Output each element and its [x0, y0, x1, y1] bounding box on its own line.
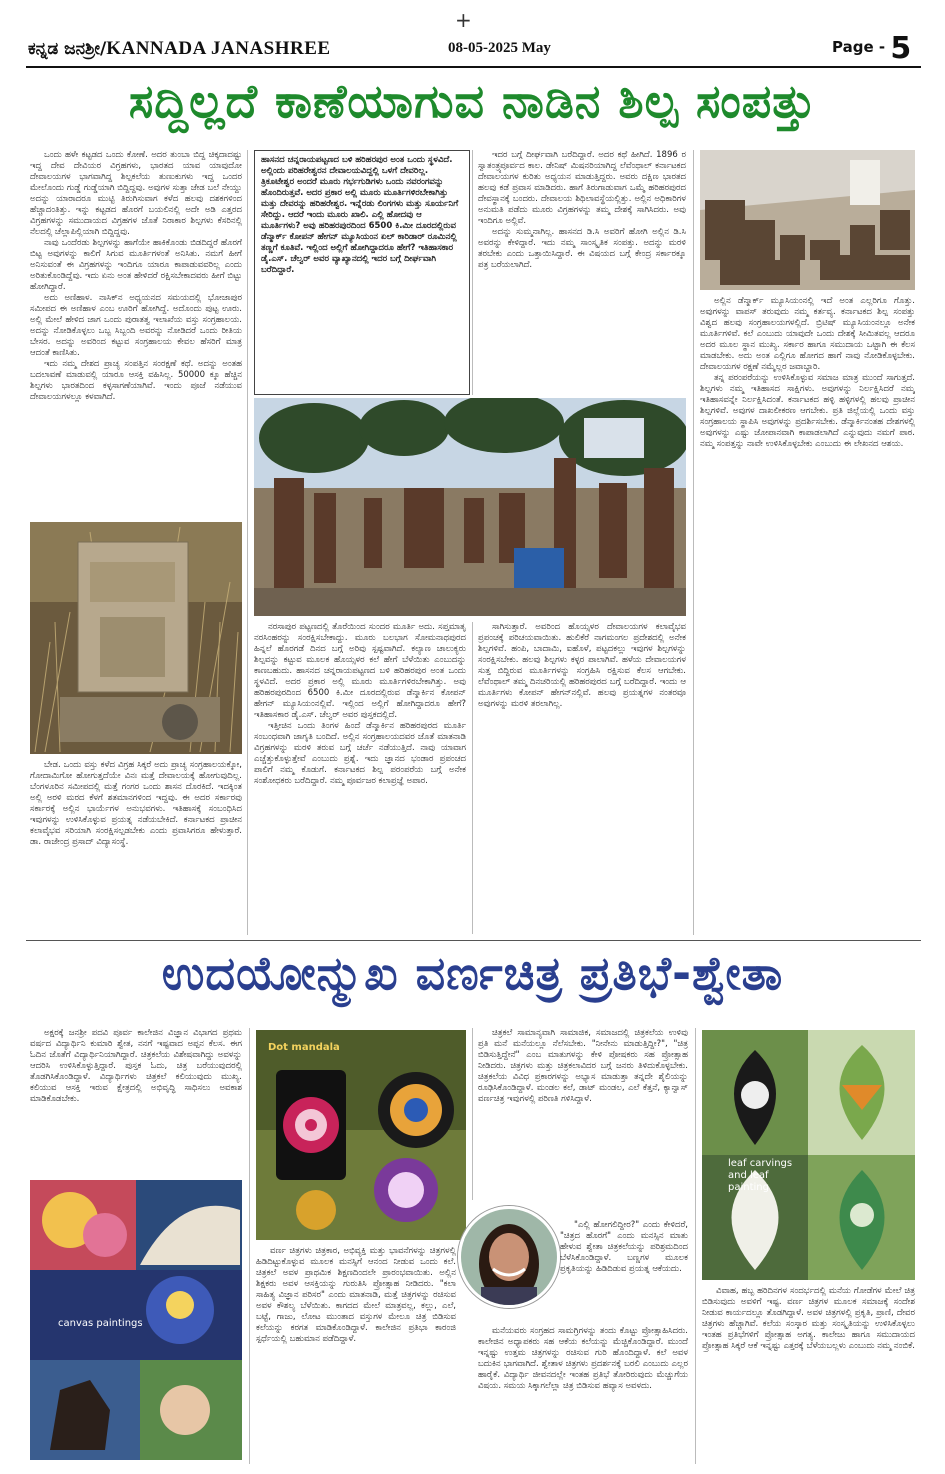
paragraph: ಒಂದು ಹಳೇ ಕಟ್ಟಡದ ಒಂದು ಕೋಣೆ. ಅದರ ತುಂಬಾ ಬಿದ್ದ ಚಿಕ್ಕದಾದಷ್ಟು ಇದ್ದ ದೇವ ದೇವಿಯರ ವಿಗ್ರಹಗಳು, ಭಾರತದ ಯಾವ ಯಾವುದೋ ದೇವಾಲಯಗಳ ಭಾಗವಾಗಿದ್ದ ಶಿಲ್ಪಕಲೆಯ ತುಣುಕುಗಳು ಇದ್ದ ಒಂದರ ಮೇಲೊಂದು ಗುಡ್ಡೆ ಗುಡ್ಡೆಯಾಗಿ ಬಿದ್ದಿದ್ದವು. ಅವುಗಳ ಸುತ್ತಾ ಜೇಡ ಬಲೆ ನೇಯ್ದು ಅದನ್ನು ಯಾರಾದರೂ ಮುಟ್ಟಿ ತಿರುಗಿಸುವಾಗ ಕಳೆದ ಹಲವು ದಶಕಗಳಿಂದ ಹೆಚ್ಚಾದಂತಿತ್ತು. ಇನ್ನು ಕಟ್ಟಡದ ಹೊರಗೆ ಬಯಲಿನಲ್ಲಿ ಅದೇ ಅಡಿ ಎತ್ತರದ ವಿಗ್ರಹಗಳನ್ನು ಸಮುದಾಯದ ವಿಗ್ರಹಗಳ ಜೊತೆ ನಿರಾಕಾರ ಶಿಲ್ಪಗಳು ಕೆಸರಿನಲ್ಲಿ ನೆಲದಲ್ಲಿ ಚೆಲ್ಲಾಪಿಲ್ಲಿಯಾಗಿ ಬಿದ್ದಿದ್ದವು.: [30, 150, 242, 237]
story-separator: [26, 940, 921, 941]
paragraph: ಅಲ್ಲಿನ ಡೆನ್ಮಾರ್ಕ್ ಮ್ಯೂಸಿಯಂನಲ್ಲಿ ಇದೆ ಅಂತ ಎಲ್ಲರಿಗೂ ಗೊತ್ತು. ಅವುಗಳನ್ನು ವಾಪಸ್ ತರುವುದು ನಮ್ಮ ಕರ್ತವ್ಯ. ಕರ್ನಾಟಕದ ಶಿಲ್ಪ ಸಂಪತ್ತು ವಿಶ್ವದ ಹಲವು ಸಂಗ್ರಹಾಲಯಗಳಲ್ಲಿದೆ. ಬ್ರಿಟಿಷ್ ಮ್ಯೂಸಿಯಂನಲ್ಲೂ ಅನೇಕ ಮೂರ್ತಿಗಳಿವೆ. ಕಲೆ ಎಂಬುದು ಯಾವುದೇ ಒಂದು ದೇಶಕ್ಕೆ ಸೀಮಿತವಲ್ಲ ಆದರೂ ಅದರ ಮೂಲ ಸ್ಥಾನ ಮುಖ್ಯ. ಸರ್ಕಾರ ಹಾಗೂ ಸಮುದಾಯ ಒಟ್ಟಾಗಿ ಈ ಕೆಲಸ ಮಾಡಬೇಕು. ಅದು ಅಂತ ಎಲ್ಲಿಗೂ ಹೋಗದ ಹಾಗೆ ನಾವು ನೋಡಿಕೊಳ್ಳಬೇಕು. ದೇವಾಲಯಗಳ ರಕ್ಷಣೆ ನಮ್ಮೆಲ್ಲರ ಜವಾಬ್ದಾರಿ.: [700, 296, 915, 372]
paragraph: ಇತ್ತೀಚಿನ ಒಂದು ತಿಂಗಳ ಹಿಂದೆ ಡೆನ್ಮಾರ್ಕಿನ ಹರಿಹರಪುರದ ಮೂರ್ತಿ ಸಂಬಂಧವಾಗಿ ಜಾಗೃತಿ ಬಂದಿದೆ. ಅಲ್ಲಿನ ಸಂಗ್ರಹಾಲಯದವರ ಜೊತೆ ಮಾತನಾಡಿ ವಿಗ್ರಹಗಳನ್ನು ಮರಳಿ ತರುವ ಬಗ್ಗೆ ಚರ್ಚೆ ನಡೆಯುತ್ತಿದೆ. ನಾವು ಯಾವಾಗ ಎಚ್ಚೆತ್ತುಕೊಳ್ಳುತ್ತೇವೆ ಎಂಬುದು ಪ್ರಶ್ನೆ. ಇದು ಜ್ಞಾನದ ಭಂಡಾರ ಪ್ರಪಂಚದ ಪಾಲಿಗೆ ನಮ್ಮ ಕೊಡುಗೆ. ಕರ್ನಾಟಕದ ಶಿಲ್ಪ ಪರಂಪರೆಯ ಬಗ್ಗೆ ಅನೇಕ ಸಂಶೋಧಕರು ಬರೆದಿದ್ದಾರೆ. ನಮ್ಮ ಪೂರ್ವಜರ ಕಲಾಪ್ರಜ್ಞೆ ಅಪಾರ.: [254, 721, 466, 786]
paragraph: ಸಾಗಿಸುತ್ತಾರೆ. ಅವರಿಂದ ಹೊಯ್ಸಳರ ದೇವಾಲಯಗಳ ಕಲಾವೈಭವ ಪ್ರಪಂಚಕ್ಕೆ ಪರಿಚಯವಾಯಿತು. ಹುಲಿಕೆರೆ ನಾಗಮಂಗಲ ಪ್ರದೇಶದಲ್ಲಿ ಅನೇಕ ಶಿಲ್ಪಗಳಿವೆ. ಹಂಪಿ, ಬಾದಾಮಿ, ಐಹೊಳೆ, ಪಟ್ಟದಕಲ್ಲು ಇವುಗಳ ಶಿಲ್ಪಗಳನ್ನು ಸಂರಕ್ಷಿಸಬೇಕು. ಹಲವು ಶಿಲ್ಪಗಳು ಕಳ್ಳರ ಪಾಲಾಗಿವೆ. ಹಳೆಯ ದೇವಾಲಯಗಳ ಸುತ್ತ ಬಿದ್ದಿರುವ ಮೂರ್ತಿಗಳನ್ನು ಸಂಗ್ರಹಿಸಿ ರಕ್ಷಿಸುವ ಕೆಲಸ ಆಗಬೇಕು. ಲೆವೆಂಥಾಲ್ ತಮ್ಮ ದಿನಚರಿಯಲ್ಲಿ ಹರಿಹರಪುರದ ಬಗ್ಗೆ ಬರೆದಿದ್ದಾರೆ. ಇಂದು ಆ ಮೂರ್ತಿಗಳು ಕೋಪನ್ ಹೇಗನ್‌ನಲ್ಲಿವೆ. ಹಲವು ಪ್ರಯತ್ನಗಳ ನಂತರವೂ ಅವುಗಳನ್ನು ಮರಳಿ ತರಲಾಗಿಲ್ಲ.: [478, 622, 686, 709]
paragraph: ಮನೆಯವರು ಸಂಗ್ರಹದ ಸಾಮಗ್ರಿಗಳನ್ನು ತಂದು ಕೊಟ್ಟು ಪ್ರೋತ್ಸಾಹಿಸಿದರು. ಕಾಲೇಜಿನ ಅಧ್ಯಾಪಕರು ಸಹ ಆಕೆಯ ಕಲೆಯನ್ನು ಮೆಚ್ಚಿಕೊಂಡಿದ್ದಾರೆ. ಮುಂದೆ ಇನ್ನಷ್ಟು ಉತ್ತಮ ಚಿತ್ರಗಳನ್ನು ರಚಿಸುವ ಗುರಿ ಹೊಂದಿದ್ದಾಳೆ. ಕಲೆ ಅವಳ ಬದುಕಿನ ಭಾಗವಾಗಿದೆ. ಶ್ವೇತಾಳ ಚಿತ್ರಗಳು ಪ್ರದರ್ಶನಕ್ಕೆ ಬರಲಿ ಎಂಬುದು ಎಲ್ಲರ ಹಾರೈಕೆ. ವಿದ್ಯಾರ್ಥಿ ಜೀವನದಲ್ಲೇ ಇಂತಹ ಪ್ರತಿಭೆ ತೋರಿರುವುದು ಮೆಚ್ಚುಗೆಯ ವಿಷಯ. ಸಮಯ ಸಿಕ್ಕಾಗಲೆಲ್ಲಾ ಚಿತ್ರ ಬಿಡಿಸುವ ಹವ್ಯಾಸ ಅವಳದು.: [478, 1326, 688, 1391]
story2-column2-text: [256, 1246, 456, 1462]
headline-sculpture-wealth: ಸದ್ದಿಲ್ಲದೆ ಕಾಣೆಯಾಗುವ ನಾಡಿನ ಶಿಲ್ಪ ಸಂಪತ್ತು: [128, 74, 817, 128]
quote-text: "ಎಲ್ಲಿ ಹೋಗಲಿದ್ದೀರ?" ಎಂದು ಕೇಳಿದರೆ, "ಚಿತ್ರದ ಹೊರಗೆ" ಎಂದು ಮನಸ್ಸಿನ ಮಾತು ಹೇಳುವ ಶ್ವೇತಾ ಚಿತ್ರಕಲೆಯನ್ನು ಪರಿಶ್ರಮದಿಂದ ಬೆಳೆಸಿಕೊಂಡಿದ್ದಾಳೆ. ಬಣ್ಣಗಳ ಮೂಲಕ ಪ್ರಕೃತಿಯನ್ನು ಹಿಡಿದಿಡುವ ಪ್ರಯತ್ನ ಆಕೆಯದು.: [560, 1220, 688, 1274]
photo-canvas-paintings: [30, 1180, 242, 1460]
paragraph: ಅಕ್ಷರಕ್ಕೆ ಜನಶ್ರೀ ಪದವಿ ಪೂರ್ವ ಕಾಲೇಜಿನ ವಿಜ್ಞಾನ ವಿಭಾಗದ ಪ್ರಥಮ ವರ್ಷದ ವಿದ್ಯಾರ್ಥಿನಿ ಕುಮಾರಿ ಶ್ವೇತ, ನನಗೆ ಇಷ್ಟವಾದ ಅಪ್ಪನ ಕೆಲಸ. ಈಗ ಓದಿನ ಜೊತೆಗೆ ವಿದ್ಯಾರ್ಥಿನಿಯಾಗಿದ್ದಾರೆ. ಚಿತ್ರಕಲೆಯ ವಿಶೇಷವಾಗಿದ್ದು ಅವಳನ್ನು ಆದರಿಸಿ ಉಳಿಸಿಕೊಳ್ಳುತ್ತಿದ್ದಾರೆ. ಪುಸ್ತಕ ಓದು, ಚಿತ್ರ ಬರೆಯುವುದರಲ್ಲಿ ತೊಡಗಿಸಿಕೊಂಡಿದ್ದಾಳೆ. ವಿದ್ಯಾರ್ಥಿಗಳು ಚಿತ್ರಕಲೆ ಕಲಿಯುವುದು ಮುಖ್ಯ. ಕಲಿಯುವ ಆಸಕ್ತಿ ಇರುವ ಕ್ಷೇತ್ರದಲ್ಲಿ ಅಭಿವೃದ್ಧಿ ಸಾಧಿಸಲು ಅವಕಾಶ ಮಾಡಿಕೊಡಬೇಕು.: [30, 1028, 242, 1104]
masthead-english-title: KANNADA JANASHREE: [106, 38, 331, 59]
column-rule: [693, 150, 694, 935]
paragraph: ಅದನ್ನು ಸುಮ್ಮನಾಗಿಲ್ಲ. ಹಾಸನದ ಡಿ.ಸಿ ಅವರಿಗೆ ಹೋಗಿ ಅಲ್ಲಿನ ಡಿ.ಸಿ ಅವರನ್ನು ಕೇಳಿದ್ದಾರೆ. ಇದು ನಮ್ಮ ಸಾಂಸ್ಕೃತಿಕ ಸಂಪತ್ತು. ಅದನ್ನು ಮರಳಿ ತರಬೇಕು ಎಂದು ಒತ್ತಾಯಿಸಿದ್ದಾರೆ. ಈ ವಿಷಯದ ಬಗ್ಗೆ ಕೇಂದ್ರ ಸರ್ಕಾರಕ್ಕೂ ಪತ್ರ ಬರೆಯಲಾಗಿದೆ.: [478, 227, 686, 270]
photo-leaf-carvings: [702, 1030, 915, 1280]
column-rule: [695, 1028, 696, 1464]
page-number: 5: [890, 31, 912, 66]
photo-museum-room-sculptures: [700, 150, 915, 290]
story1-column4-text: [700, 296, 915, 934]
column-rule: [249, 1028, 250, 1464]
story1-column1-text: [30, 150, 242, 518]
story2-column3-text: [478, 1028, 688, 1198]
page-indicator: [832, 31, 912, 66]
masthead-rule: [26, 66, 921, 68]
issue-date: 08-05-2025 May: [448, 40, 551, 56]
paragraph: ವರ್ಣ ಚಿತ್ರಗಳು ಚಿತ್ರಕಾರ, ಅಭಿವ್ಯಕ್ತಿ ಮತ್ತು ಭಾವನೆಗಳನ್ನು ಚಿತ್ರಗಳಲ್ಲಿ ಹಿಡಿದಿಟ್ಟುಕೊಳ್ಳುವ ಮೂಲಕ ಮನಸ್ಸಿಗೆ ಆನಂದ ನೀಡುವ ಒಂದು ಕಲೆ. ಚಿತ್ರಕಲೆ ಅವಳ ಪ್ರಾಥಮಿಕ ಶಿಕ್ಷಣದಿಂದಲೇ ಪ್ರಾರಂಭವಾಯಿತು. ಅಲ್ಲಿನ ಶಿಕ್ಷಕರು ಅವಳ ಆಸಕ್ತಿಯನ್ನು ಗುರುತಿಸಿ ಪ್ರೋತ್ಸಾಹ ನೀಡಿದರು. "ಕಲಾ ಸಾಹಿತ್ಯ ವಿಜ್ಞಾನ ಪರಿಸರ" ಎಂದು ಮಾತನಾಡಿ, ಮತ್ತೆ ಚಿತ್ರಗಳನ್ನು ರಚಿಸುವ ಅವಳ ಕೌಶಲ್ಯ ಬೆಳೆಯಿತು. ಕಾಗದದ ಮೇಲೆ ಮಾತ್ರವಲ್ಲ, ಕಲ್ಲು, ಎಲೆ, ಬಟ್ಟೆ, ಗಾಜು, ಲೋಟ ಮುಂತಾದ ವಸ್ತುಗಳ ಮೇಲೂ ಚಿತ್ರ ಬಿಡಿಸುವ ಕಲೆಯನ್ನು ಕರಗತ ಮಾಡಿಕೊಂಡಿದ್ದಾಳೆ. ಕಾಲೇಜಿನ ಪ್ರತಿಭಾ ಕಾರಂಜಿ ಸ್ಪರ್ಧೆಯಲ್ಲಿ ಬಹುಮಾನ ಪಡೆದಿದ್ದಾಳೆ.: [256, 1246, 456, 1344]
masthead-kannada-title: ಕನ್ನಡ ಜನಶ್ರೀ: [28, 39, 100, 59]
paragraph: ತನ್ನ ಪರಂಪರೆಯನ್ನು ಉಳಿಸಿಕೊಳ್ಳುವ ಸಮಾಜ ಮಾತ್ರ ಮುಂದೆ ಸಾಗುತ್ತದೆ. ಶಿಲ್ಪಗಳು ನಮ್ಮ ಇತಿಹಾಸದ ಸಾಕ್ಷಿಗಳು. ಅವುಗಳನ್ನು ನಿರ್ಲಕ್ಷಿಸಿದರೆ ನಮ್ಮ ಇತಿಹಾಸವನ್ನೇ ನಿರ್ಲಕ್ಷಿಸಿದಂತೆ. ಕರ್ನಾಟಕದ ಹಳ್ಳಿ ಹಳ್ಳಿಗಳಲ್ಲಿ ಹಲವು ಪ್ರಾಚೀನ ಶಿಲ್ಪಗಳಿವೆ. ಅವುಗಳ ದಾಖಲೀಕರಣ ಆಗಬೇಕು. ಪ್ರತಿ ಜಿಲ್ಲೆಯಲ್ಲಿ ಒಂದು ವಸ್ತು ಸಂಗ್ರಹಾಲಯ ಸ್ಥಾಪಿಸಿ ಅವುಗಳನ್ನು ಪ್ರದರ್ಶಿಸಬೇಕು. ಡೆನ್ಮಾರ್ಕಿನಂತಹ ದೇಶಗಳಲ್ಲಿ ಅವುಗಳನ್ನು ಎಷ್ಟು ಜೋಪಾನವಾಗಿ ಕಾಪಾಡಲಾಗಿದೆ ಎನ್ನುವುದು ನಮಗೆ ಪಾಠ. ನಮ್ಮ ಸಂಪತ್ತನ್ನು ನಾವೇ ಉಳಿಸಿಕೊಳ್ಳಬೇಕು ಎಂಬುದು ಈ ಲೇಖನದ ಆಶಯ.: [700, 373, 915, 449]
story1-column3-text: [478, 150, 686, 395]
paragraph: ಇದು ನಮ್ಮ ದೇಶದ ಪ್ರಾಚ್ಯ ಸಂಪತ್ತಿನ ಸಂರಕ್ಷಣೆ ಕಥೆ. ಅದನ್ನು ಅಂತಹ ಬದಲಾವಣೆ ಮಾಡುವಲ್ಲಿ ಯಾರೂ ಆಸಕ್ತಿ ವಹಿಸಿಲ್ಲ. 50000 ಕ್ಕೂ ಹೆಚ್ಚಿನ ಶಿಲ್ಪಗಳು ಭಾರತದಿಂದ ಕಳ್ಳಸಾಗಣೆಯಾಗಿವೆ. ಇಂದು ಪೂಜೆ ನಡೆಯುವ ದೇವಾಲಯಗಳಲ್ಲೂ ಕಳವಾಗಿದೆ.: [30, 359, 242, 402]
masthead-separator: /: [99, 39, 107, 59]
label-leaf-carvings: leaf carvings and leaf painting: [728, 1158, 793, 1193]
photo-broken-sculpture-in-grass: [30, 522, 242, 754]
photo-dot-mandala: [256, 1030, 466, 1240]
story2-column3-bottom-text: [478, 1326, 688, 1462]
story1-column3-bottom-text: [478, 622, 686, 934]
story1-highlight-box: ಹಾಸನದ ಚನ್ನರಾಯಪಟ್ಟಣದ ಬಳಿ ಹರಿಹರಪುರ ಅಂತ ಒಂದು ಸ್ಥಳವಿದೆ. ಅಲ್ಲಿಂದು ಪರಿಹರೇಶ್ವರನ ದೇವಾಲಯವಿದ್ದಲ್ಲಿ ಒಳಗೆ ದೇವರಿಲ್ಲ. ತ್ರಿಕೂಟೇಶ್ವರ ಅಂದರೆ ಮೂರು ಗರ್ಭಗುಡಿಗಳು ಒಂದು ನವರಂಗವನ್ನು ಹೊಂದಿರುತ್ತವೆ. ಅದರ ಪ್ರಕಾರ ಅಲ್ಲಿ ಮೂರು ಮೂರ್ತಿಗಳಿರಬೇಕಾಗಿತ್ತು ಮತ್ತು ದೇವರನ್ನು ಹರಿಹರೇಶ್ವರ. ಇನ್ನೆರಡು ಲಿಂಗಗಳು ಮತ್ತು ಸೂರ್ಯನಿಗೆ ಸೇರಿದ್ದು. ಆದರೆ ಇಂದು ಮೂರು ಖಾಲಿ. ಎಲ್ಲಿ ಹೋದವು ಆ ಮೂರ್ತಿಗಳು? ಅವು ಹರಿಹರಪುರದಿಂದ 6500 ಕಿ.ಮೀ ದೂರದಲ್ಲಿರುವ ಡೆನ್ಮಾರ್ಕ್ ಕೋಪನ್ ಹೇಗನ್ ಮ್ಯೂಸಿಯಂನ ಏಲ್ ಕಾರಿಡಾರ್ ರೂಮಿನಲ್ಲಿ ತಣ್ಣಗೆ ಕೂತಿವೆ. ಇಲ್ಲಿಂದ ಅಲ್ಲಿಗೆ ಹೋಗಿದ್ದಾದರೂ ಹೇಗೆ? ಇತಿಹಾಸಕಾರ ಡೈ.ಎಸ್. ಚೆಲ್ವರ್ ಅವರ ವ್ಯಾಖ್ಯಾನದಲ್ಲಿ ಇದರ ಬಗ್ಗೆ ದೀರ್ಘವಾಗಿ ಬರೆದಿದ್ದಾರೆ.: [254, 150, 470, 395]
paragraph: ಚಿತ್ರಕಲೆ ಸಾಮಾನ್ಯವಾಗಿ ಸಾಮಾಜಿಕ, ಸಮಾಜದಲ್ಲಿ ಚಿತ್ರಕಲೆಯ ಉಳಿವು ಪ್ರತಿ ಮನೆ ಮನೆಯಲ್ಲೂ ನೆಲೆಸಬೇಕು. "ನೀನೇನು ಮಾಡುತ್ತಿದ್ದೀ?", "ಚಿತ್ರ ಬಿಡಿಸುತ್ತಿದ್ದೇನೆ" ಎಂಬ ಮಾತುಗಳನ್ನು ಕೇಳಿ ಪೋಷಕರು ಸಹ ಪ್ರೋತ್ಸಾಹ ನೀಡಿದರು. ಚಿತ್ರಗಳು ಮತ್ತು ಚಿತ್ರಕಲಾವಿದರ ಬಗ್ಗೆ ಜನರು ತಿಳಿದುಕೊಳ್ಳಬೇಕು. ಚಿತ್ರಕಲೆಯ ವಿವಿಧ ಪ್ರಕಾರಗಳನ್ನು ಅಭ್ಯಾಸ ಮಾಡುತ್ತಾ ತನ್ನದೇ ಶೈಲಿಯನ್ನು ರೂಢಿಸಿಕೊಂಡಿದ್ದಾಳೆ. ಮಂಡಲ ಕಲೆ, ಡಾಟ್ ಮಂಡಲ, ಎಲೆ ಕೆತ್ತನೆ, ಕ್ಯಾನ್ವಾಸ್ ವರ್ಣಚಿತ್ರ ಇವುಗಳಲ್ಲಿ ಪರಿಣತಿ ಗಳಿಸಿದ್ದಾಳೆ.: [478, 1028, 688, 1104]
story2-quote: [560, 1220, 688, 1320]
story1-column1-bottom-text: [30, 760, 242, 935]
photo-temple-ruins-courtyard: [254, 398, 686, 616]
paragraph: ನರಸಾಪುರ ಪಟ್ಟಣದಲ್ಲಿ ತೊರೆಯಿಂದ ಸುಂದರ ಮೂರ್ತಿ ಅದು. ಸಪ್ತಮಾತೃ ನರಸಿಂಹರನ್ನು ಸಂರಕ್ಷಿಸಬೇಕಾದ್ದು. ಮೂರು ಬಲಭಾಗ ಸೋಮನಾಥಪುರದ ಹಿನ್ನಲೆ ಹೊರಗಡೆ ದಿನದ ಬಗ್ಗೆ ಅರಿವು ಸ್ಪಷ್ಟವಾಗಿದೆ. ಕಲ್ಯಾಣ ಚಾಲುಕ್ಯರು ಶಿಲ್ಪವನ್ನು ಕಟ್ಟುವ ಮೂಲಕ ಹೊಯ್ಸಳರ ಕಲೆ ಹೇಗೆ ಬೆಳೆಯಿತು ಎಂಬುದನ್ನು ಕಾಣಬಹುದು. ಹಾಸನದ ಚನ್ನರಾಯಪಟ್ಟಣದ ಬಳಿ ಹರಿಹರಪುರ ಅಂತ ಒಂದು ಸ್ಥಳವಿದೆ. ಅದರ ಪ್ರಕಾರ ಅಲ್ಲಿ ಮೂರು ಮೂರ್ತಿಗಳಿರಬೇಕಾಗಿತ್ತು. ಅವು ಹರಿಹರಪುರದಿಂದ 6500 ಕಿ.ಮೀ ದೂರದಲ್ಲಿರುವ ಡೆನ್ಮಾರ್ಕಿನ ಕೋಪನ್ ಹೇಗನ್ ಮ್ಯೂಸಿಯಂನಲ್ಲಿವೆ. ಇಲ್ಲಿಂದ ಅಲ್ಲಿಗೆ ಹೋಗಿದ್ದಾದರೂ ಹೇಗೆ? ಇತಿಹಾಸಕಾರ ಡೈ.ಎಸ್. ಚೆಲ್ವರ್ ಅವರ ಪುಸ್ತಕದಲ್ಲಿದೆ.: [254, 622, 466, 720]
story2-column1-text: [30, 1028, 242, 1173]
label-canvas-paintings: canvas paintings: [58, 1318, 143, 1329]
paragraph: ಇದರ ಬಗ್ಗೆ ದೀರ್ಘವಾಗಿ ಬರೆದಿದ್ದಾರೆ. ಅದರ ಕಥೆ ಹೀಗಿದೆ. 1896 ರ ಸ್ವಾತಂತ್ರ್ಯಪೂರ್ವದ ಕಾಲ. ಡೇನಿಷ್ ಮಿಷನರಿಯಾಗಿದ್ದ ಲೆವೆಂಥಾಲ್ ಕರ್ನಾಟಕದ ದೇವಾಲಯಗಳ ಕುರಿತು ಅಧ್ಯಯನ ಮಾಡುತ್ತಿದ್ದರು. ಅವರು ದಕ್ಷಿಣ ಭಾರತದ ಹಲವು ಕಡೆ ಪ್ರವಾಸ ಮಾಡಿದರು. ಹಾಗೆ ತಿರುಗಾಡುವಾಗ ಒಮ್ಮೆ ಹರಿಹರಪುರದ ದೇವಸ್ಥಾನಕ್ಕೆ ಬಂದರು. ದೇವಾಲಯ ಶಿಥಿಲಾವಸ್ಥೆಯಲ್ಲಿತ್ತು. ಅಲ್ಲಿನ ಅಧಿಕಾರಿಗಳ ಅನುಮತಿ ಪಡೆದು ಮೂರು ವಿಗ್ರಹಗಳನ್ನು ತಮ್ಮ ದೇಶಕ್ಕೆ ಸಾಗಿಸಿದರು. ಅವು ಇಂದಿಗೂ ಅಲ್ಲಿವೆ.: [478, 150, 686, 226]
paragraph: ವಿವಾಹ, ಹಬ್ಬ ಹರಿದಿನಗಳ ಸಂದರ್ಭದಲ್ಲಿ ಮನೆಯ ಗೋಡೆಗಳ ಮೇಲೆ ಚಿತ್ರ ಬಿಡಿಸುವುದು ಅವಳಿಗೆ ಇಷ್ಟ. ವರ್ಣ ಚಿತ್ರಗಳ ಮೂಲಕ ಸಮಾಜಕ್ಕೆ ಸಂದೇಶ ನೀಡುವ ಕಾರ್ಯದಲ್ಲೂ ತೊಡಗಿದ್ದಾಳೆ. ಅವಳ ಚಿತ್ರಗಳಲ್ಲಿ ಪ್ರಕೃತಿ, ಪ್ರಾಣಿ, ದೇವರ ಚಿತ್ರಗಳು ಹೆಚ್ಚಾಗಿವೆ. ಕಲೆಯ ಸಂಸ್ಕಾರ ಮತ್ತು ಸಂಸ್ಕೃತಿಯನ್ನು ಉಳಿಸಿಕೊಳ್ಳಲು ಇಂತಹ ಪ್ರತಿಭೆಗಳಿಗೆ ಪ್ರೋತ್ಸಾಹ ಅಗತ್ಯ. ಕಾಲೇಜು ಹಾಗೂ ಸಮುದಾಯದ ಪ್ರೋತ್ಸಾಹ ಸಿಕ್ಕರೆ ಆಕೆ ಇನ್ನಷ್ಟು ಎತ್ತರಕ್ಕೆ ಬೆಳೆಯಬಲ್ಲಳು ಎಂಬುದು ನಮ್ಮ ನಂಬಿಕೆ.: [702, 1286, 915, 1351]
column-rule: [247, 150, 248, 935]
column-rule: [472, 622, 473, 934]
portrait-shwetha: [458, 1206, 560, 1308]
page-label: Page -: [832, 38, 886, 56]
headline-painter-shwetha: ಉದಯೋನ್ಮುಖ ವರ್ಣಚಿತ್ರ ಪ್ರತಿಭೆ-ಶ್ವೇತಾ: [161, 946, 784, 1000]
paragraph: ಬೇಡ. ಒಂದು ವಸ್ತು ಕಳೆದ ವಿಗ್ರಹ ಸಿಕ್ಕರೆ ಅದು ಪ್ರಾಚ್ಯ ಸಂಗ್ರಹಾಲಯಕ್ಕೋ, ಗೋದಾಮಿಗೋ ಹೋಗುತ್ತದೆಯೇ ವಿನಃ ಮತ್ತೆ ದೇವಾಲಯಕ್ಕೆ ಹೋಗುವುದಿಲ್ಲ. ಬೆಂಗಳೂರಿನ ಸಮೀಪದಲ್ಲಿ ಮತ್ತೆ ಗಂಗರ ಒಂದು ಶಾಸನ ದೊರಕಿದೆ. ಇದಕ್ಕಿಂತ ಅಲ್ಲಿ ಅರಳಿ ಮರದ ಕೆಳಗೆ ಶತಮಾನಗಳಿಂದ ಇದ್ದವು. ಈ ಅದರ ಸರ್ಕಾರವು ಸರ್ಕಾರಕ್ಕೆ ಅಲ್ಲಿನ ಭಾರ್ಯೆಗಳ ಅನುಭವಗಳು. ಇತಿಹಾಸಕ್ಕೆ ಸಂಬಂಧಿಸಿದ ಇವುಗಳನ್ನು ಉಳಿಸಿಕೊಳ್ಳುವ ಪ್ರಯತ್ನ ನಡೆಯಬೇಕಿದೆ. ಕರ್ನಾಟಕದ ಪ್ರಾಚೀನ ಕಲಾವೈಭವ ಸರಿಯಾಗಿ ಸಂರಕ್ಷಿಸಲ್ಪಡಬೇಕು ಎಂದು ಪ್ರವಾಸಿಗರೂ ಹೇಳುತ್ತಾರೆ. ಡಾ. ರಾಜೇಂದ್ರ ಪ್ರಸಾದ್ ವಿದ್ಯಾಸಂಸ್ಥೆ.: [30, 760, 242, 847]
masthead: [28, 38, 331, 60]
column-rule: [472, 150, 473, 395]
column-rule: [472, 1028, 473, 1200]
crop-mark: +: [455, 8, 472, 32]
label-dot-mandala: Dot mandala: [268, 1042, 340, 1053]
story2-column4-text: [702, 1286, 915, 1462]
paragraph: ಅದು ಅಣಿಹಾಳ. ನಾಸಿಕ್‌ನ ಅಧ್ಯಯನದ ಸಮಯದಲ್ಲಿ ಭೋಜಾಪುರ ಸಮೀಪದ ಈ ಅಣಿಹಾಳ ಎಂಬ ಊರಿಗೆ ಹೋಗಿದ್ದೆ. ಅದೊಂದು ಪುಟ್ಟ ಊರು. ಅಲ್ಲಿ ಮೇಲೆ ಹೇಳಿದ ಜಾಗ ಒಂದು ಪುರಾತತ್ವ ಇಲಾಖೆಯ ವಸ್ತು ಸಂಗ್ರಹಾಲಯ. ಅದನ್ನು ನೋಡಿಕೊಳ್ಳಲು ಒಬ್ಬ ಸಿಬ್ಬಂದಿ ಅವರನ್ನು ನೋಡಿದರೆ ಒಂದು ರೀತಿಯ ಬೇಸರ. ಅದನ್ನು ಅವರಿಂದ ಕಟ್ಟುವ ಸಂಗ್ರಹಾಲಯ ಕೇವಲ ಹೆಸರಿಗೆ ಮಾತ್ರ ಆದಂತೆ ಕಾಣಿಸಿತು.: [30, 293, 242, 358]
paragraph: ನಾವು ಒಂದೆರಡು ಶಿಲ್ಪಗಳನ್ನು ಹಾಗೆಯೇ ಹಾಕಿಕೊಂಡು ಬಿಡದಿದ್ದರೆ ಹೊರಗೆ ಬಿಟ್ಟ ಅವುಗಳನ್ನು ಕಾಲಿಗೆ ಸಿಗುವ ಮೂರ್ತಿಗಳಂತೆ ಅನಿಸಿತು. ನಮಗೆ ಹೀಗೆ ಅನಿಸುವಂತೆ ಈ ವಿಗ್ರಹಗಳನ್ನು ಇಂದಿಗೂ ಯಾರೂ ಕಾಪಾಡುವವರಿಲ್ಲ ಎಂದು ಅರಿತುಕೊಂಡಿದ್ದೆವು. ಇದು ಏನು ಅಂತ ಹೇಳಿದರೆ ರಕ್ಷಿಸಬೇಕಾದವರು ಹೀಗೆ ಬಿಟ್ಟು ಹೋಗಿದ್ದಾರೆ.: [30, 238, 242, 292]
story1-column2-bottom-text: [254, 622, 466, 934]
